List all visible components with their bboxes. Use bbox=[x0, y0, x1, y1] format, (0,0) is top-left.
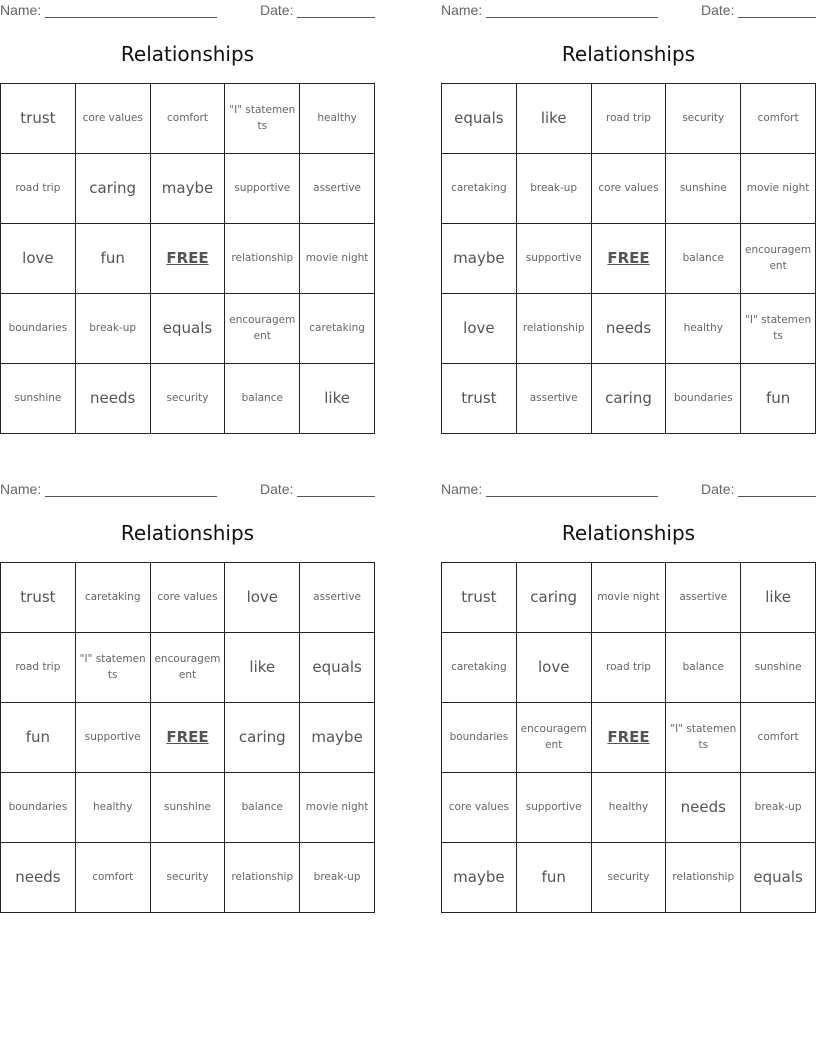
name-date-line bbox=[441, 481, 816, 499]
bingo-cell: healthy bbox=[300, 84, 375, 154]
bingo-cell: caring bbox=[76, 154, 151, 224]
bingo-cell: comfort bbox=[741, 703, 816, 773]
bingo-cell: relationship bbox=[666, 843, 741, 913]
bingo-card bbox=[0, 0, 375, 434]
name-label: Name: bbox=[441, 2, 483, 18]
bingo-cell: security bbox=[666, 84, 741, 154]
bingo-cell: security bbox=[592, 843, 667, 913]
bingo-cell: relationship bbox=[517, 294, 592, 364]
name-date-line bbox=[0, 481, 375, 499]
bingo-cell: maybe bbox=[300, 703, 375, 773]
bingo-cell: love bbox=[517, 633, 592, 703]
bingo-cell: sunshine bbox=[666, 154, 741, 224]
bingo-cell: movie night bbox=[741, 154, 816, 224]
bingo-cell: balance bbox=[225, 364, 300, 434]
bingo-cell: caretaking bbox=[442, 154, 517, 224]
bingo-cell: caretaking bbox=[300, 294, 375, 364]
bingo-cell: "I" statements bbox=[225, 84, 300, 154]
bingo-cell: supportive bbox=[517, 224, 592, 294]
name-date-line bbox=[0, 2, 375, 20]
bingo-cell: caring bbox=[517, 563, 592, 633]
bingo-cell: equals bbox=[300, 633, 375, 703]
name-blank-line bbox=[486, 17, 658, 18]
bingo-cell: equals bbox=[442, 84, 517, 154]
bingo-cell: core values bbox=[151, 563, 226, 633]
bingo-cell: needs bbox=[666, 773, 741, 843]
date-blank-line bbox=[738, 17, 816, 18]
bingo-cell: supportive bbox=[225, 154, 300, 224]
date-blank-line bbox=[738, 496, 816, 497]
name-label: Name: bbox=[441, 481, 483, 497]
bingo-cell: sunshine bbox=[1, 364, 76, 434]
card-title: Relationships bbox=[561, 521, 696, 545]
bingo-cell: boundaries bbox=[1, 773, 76, 843]
bingo-cell: fun bbox=[1, 703, 76, 773]
bingo-cell: healthy bbox=[592, 773, 667, 843]
bingo-cell: assertive bbox=[666, 563, 741, 633]
bingo-cell: core values bbox=[592, 154, 667, 224]
bingo-cell: caretaking bbox=[76, 563, 151, 633]
bingo-cell: "I" statements bbox=[741, 294, 816, 364]
free-space-cell: FREE bbox=[592, 703, 667, 773]
name-blank-line bbox=[45, 17, 217, 18]
bingo-cell: caretaking bbox=[442, 633, 517, 703]
bingo-cell: comfort bbox=[741, 84, 816, 154]
bingo-cell: needs bbox=[592, 294, 667, 364]
bingo-cell: balance bbox=[225, 773, 300, 843]
bingo-cell: road trip bbox=[592, 633, 667, 703]
bingo-cell: maybe bbox=[442, 843, 517, 913]
bingo-cell: maybe bbox=[442, 224, 517, 294]
bingo-card bbox=[441, 0, 816, 434]
bingo-cell: supportive bbox=[76, 703, 151, 773]
name-date-line bbox=[441, 2, 816, 20]
bingo-cell: maybe bbox=[151, 154, 226, 224]
bingo-cell: comfort bbox=[76, 843, 151, 913]
bingo-card bbox=[0, 479, 375, 913]
bingo-cell: assertive bbox=[517, 364, 592, 434]
bingo-cell: balance bbox=[666, 633, 741, 703]
bingo-cell: road trip bbox=[1, 633, 76, 703]
bingo-cell: like bbox=[225, 633, 300, 703]
bingo-cell: love bbox=[1, 224, 76, 294]
bingo-cell: boundaries bbox=[442, 703, 517, 773]
bingo-cell: like bbox=[741, 563, 816, 633]
bingo-cell: supportive bbox=[517, 773, 592, 843]
bingo-cell: healthy bbox=[76, 773, 151, 843]
bingo-cell: fun bbox=[741, 364, 816, 434]
bingo-cell: love bbox=[225, 563, 300, 633]
bingo-grid bbox=[0, 562, 375, 913]
bingo-cell: road trip bbox=[1, 154, 76, 224]
bingo-cell: movie night bbox=[592, 563, 667, 633]
name-label: Name: bbox=[0, 481, 42, 497]
bingo-cell: trust bbox=[1, 563, 76, 633]
bingo-cell: break-up bbox=[300, 843, 375, 913]
bingo-cell: relationship bbox=[225, 843, 300, 913]
bingo-cell: equals bbox=[741, 843, 816, 913]
bingo-cell: encouragement bbox=[741, 224, 816, 294]
date-label: Date: bbox=[260, 2, 294, 18]
bingo-grid bbox=[441, 83, 816, 434]
bingo-cell: fun bbox=[517, 843, 592, 913]
bingo-grid bbox=[441, 562, 816, 913]
bingo-cell: caring bbox=[592, 364, 667, 434]
bingo-cell: healthy bbox=[666, 294, 741, 364]
bingo-cell: trust bbox=[1, 84, 76, 154]
date-label: Date: bbox=[701, 2, 735, 18]
bingo-cell: security bbox=[151, 364, 226, 434]
bingo-cell: core values bbox=[442, 773, 517, 843]
name-blank-line bbox=[486, 496, 658, 497]
bingo-cell: assertive bbox=[300, 563, 375, 633]
bingo-cell: movie night bbox=[300, 224, 375, 294]
bingo-cell: boundaries bbox=[1, 294, 76, 364]
bingo-cell: trust bbox=[442, 563, 517, 633]
free-space-cell: FREE bbox=[151, 224, 226, 294]
bingo-cell: security bbox=[151, 843, 226, 913]
bingo-cell: needs bbox=[1, 843, 76, 913]
bingo-cell: comfort bbox=[151, 84, 226, 154]
bingo-card bbox=[441, 479, 816, 913]
bingo-cell: equals bbox=[151, 294, 226, 364]
card-title: Relationships bbox=[120, 521, 255, 545]
bingo-cell: core values bbox=[76, 84, 151, 154]
bingo-cell: break-up bbox=[741, 773, 816, 843]
bingo-cell: movie night bbox=[300, 773, 375, 843]
bingo-cell: break-up bbox=[517, 154, 592, 224]
bingo-cell: encouragement bbox=[517, 703, 592, 773]
bingo-cell: trust bbox=[442, 364, 517, 434]
bingo-cell: fun bbox=[76, 224, 151, 294]
bingo-cell: boundaries bbox=[666, 364, 741, 434]
name-label: Name: bbox=[0, 2, 42, 18]
bingo-cell: like bbox=[517, 84, 592, 154]
bingo-cell: break-up bbox=[76, 294, 151, 364]
card-title: Relationships bbox=[120, 42, 255, 66]
bingo-cell: caring bbox=[225, 703, 300, 773]
bingo-cell: assertive bbox=[300, 154, 375, 224]
bingo-cell: needs bbox=[76, 364, 151, 434]
date-blank-line bbox=[297, 17, 375, 18]
card-title: Relationships bbox=[561, 42, 696, 66]
bingo-cell: love bbox=[442, 294, 517, 364]
bingo-cell: encouragement bbox=[225, 294, 300, 364]
free-space-cell: FREE bbox=[592, 224, 667, 294]
bingo-cell: sunshine bbox=[151, 773, 226, 843]
bingo-cell: like bbox=[300, 364, 375, 434]
date-label: Date: bbox=[701, 481, 735, 497]
bingo-cell: "I" statements bbox=[666, 703, 741, 773]
bingo-cell: encouragement bbox=[151, 633, 226, 703]
bingo-cell: "I" statements bbox=[76, 633, 151, 703]
name-blank-line bbox=[45, 496, 217, 497]
free-space-cell: FREE bbox=[151, 703, 226, 773]
bingo-grid bbox=[0, 83, 375, 434]
bingo-cell: balance bbox=[666, 224, 741, 294]
bingo-cell: relationship bbox=[225, 224, 300, 294]
date-blank-line bbox=[297, 496, 375, 497]
bingo-cell: road trip bbox=[592, 84, 667, 154]
bingo-cell: sunshine bbox=[741, 633, 816, 703]
date-label: Date: bbox=[260, 481, 294, 497]
